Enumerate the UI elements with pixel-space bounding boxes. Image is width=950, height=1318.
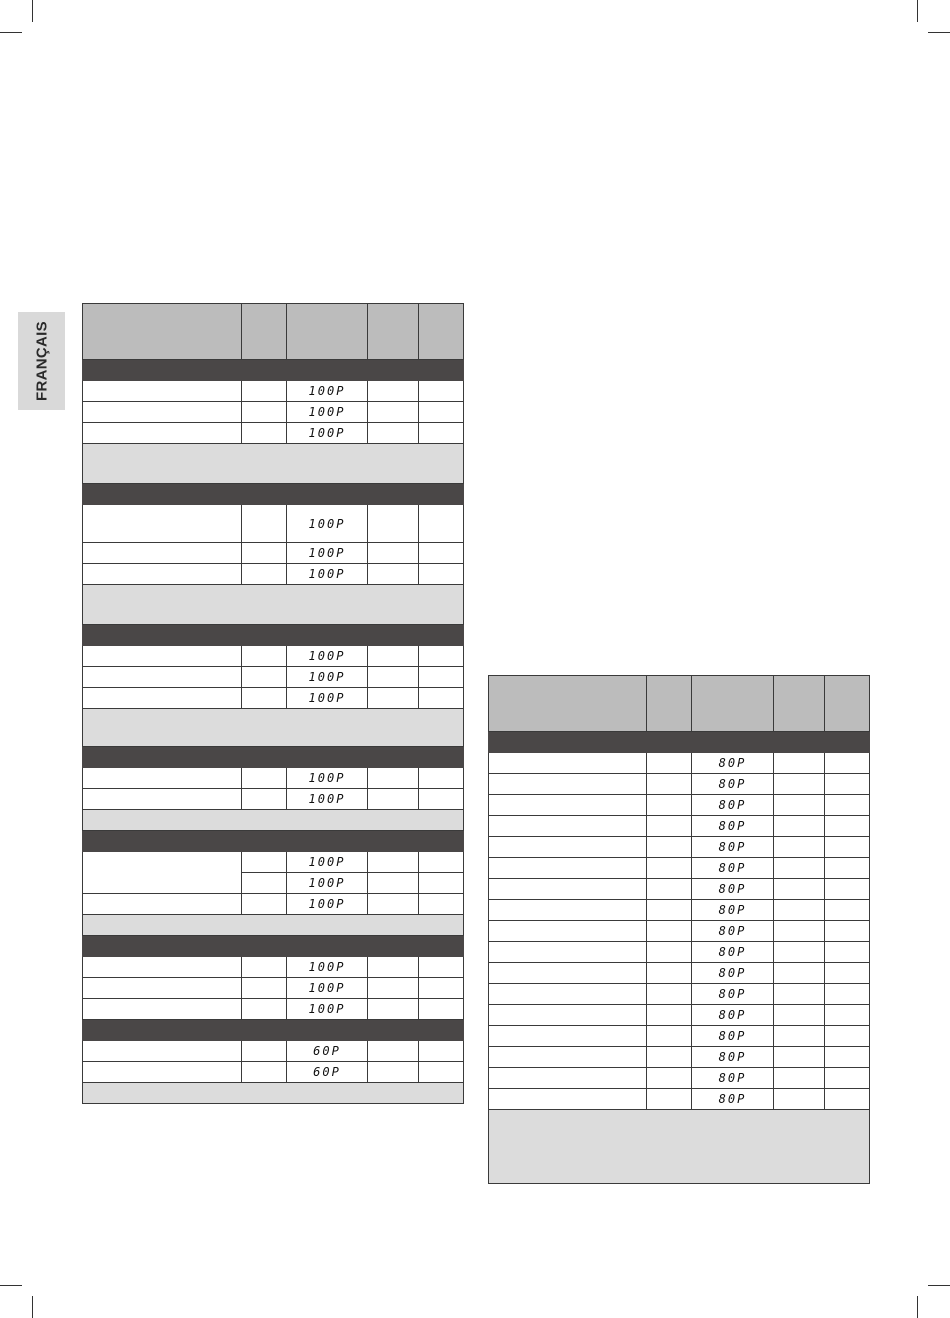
header-cell (287, 304, 368, 360)
display-value: 60P (287, 1062, 368, 1083)
display-value: 80P (692, 984, 774, 1005)
display-value: 80P (692, 879, 774, 900)
display-value: 100P (287, 423, 368, 444)
crop-mark (0, 1285, 22, 1286)
section-header (83, 625, 464, 646)
table-row (489, 753, 870, 774)
display-value: 80P (692, 858, 774, 879)
header-cell (774, 676, 825, 732)
table-row (83, 957, 464, 978)
display-value: 100P (287, 852, 368, 873)
header-cell (647, 676, 692, 732)
table-header (83, 304, 464, 360)
display-value: 100P (287, 978, 368, 999)
header-cell (368, 304, 419, 360)
display-value: 100P (287, 768, 368, 789)
table-row (489, 1068, 870, 1089)
note-row (83, 709, 464, 747)
section-header (489, 732, 870, 753)
note-row (489, 1110, 870, 1184)
header-cell (242, 304, 287, 360)
table-row (489, 837, 870, 858)
section-header (83, 360, 464, 381)
crop-mark (917, 0, 918, 22)
table-row (489, 1005, 870, 1026)
note-row (83, 915, 464, 936)
section-header (83, 484, 464, 505)
table-row (489, 1089, 870, 1110)
display-value: 80P (692, 1005, 774, 1026)
table-row (83, 564, 464, 585)
note-row (83, 585, 464, 625)
section-header (83, 1020, 464, 1041)
language-label: FRANÇAIS (33, 321, 50, 401)
program-table-left (82, 303, 464, 1104)
display-value: 100P (287, 543, 368, 564)
display-value: 100P (287, 381, 368, 402)
header-cell (83, 304, 242, 360)
table-row (489, 963, 870, 984)
table-row (83, 505, 464, 543)
table-row (489, 795, 870, 816)
display-value: 80P (692, 1047, 774, 1068)
display-value: 100P (287, 688, 368, 709)
display-value: 80P (692, 774, 774, 795)
crop-mark (928, 32, 950, 33)
table-row (83, 543, 464, 564)
table-row (489, 774, 870, 795)
table-row (489, 1047, 870, 1068)
table-row (489, 858, 870, 879)
header-cell (692, 676, 774, 732)
display-value: 80P (692, 753, 774, 774)
table-row (83, 1041, 464, 1062)
table-row (83, 688, 464, 709)
language-tab (18, 312, 65, 410)
note-row (83, 1083, 464, 1104)
table-row (83, 381, 464, 402)
note-row (83, 444, 464, 484)
display-value: 80P (692, 795, 774, 816)
crop-mark (917, 1296, 918, 1318)
display-value: 60P (287, 1041, 368, 1062)
table-row (83, 852, 464, 873)
crop-mark (32, 1296, 33, 1318)
display-value: 100P (287, 646, 368, 667)
table-row (83, 789, 464, 810)
display-value: 100P (287, 999, 368, 1020)
table-row (489, 816, 870, 837)
display-value: 100P (287, 957, 368, 978)
display-value: 80P (692, 816, 774, 837)
display-value: 80P (692, 1026, 774, 1047)
section-header (83, 831, 464, 852)
table-row (489, 1026, 870, 1047)
table-row (489, 984, 870, 1005)
table-row (489, 942, 870, 963)
display-value: 100P (287, 564, 368, 585)
display-value: 100P (287, 402, 368, 423)
section-header (83, 936, 464, 957)
header-cell (825, 676, 870, 732)
crop-mark (928, 1285, 950, 1286)
table-row (83, 1062, 464, 1083)
table-row (83, 402, 464, 423)
table-row (83, 894, 464, 915)
header-cell (489, 676, 647, 732)
display-value: 100P (287, 873, 368, 894)
table-row (83, 768, 464, 789)
display-value: 100P (287, 505, 368, 543)
table-row (83, 667, 464, 688)
header-cell (419, 304, 464, 360)
table-row (489, 921, 870, 942)
display-value: 80P (692, 837, 774, 858)
display-value: 80P (692, 1068, 774, 1089)
note-row (83, 810, 464, 831)
table-row (83, 999, 464, 1020)
table-header (489, 676, 870, 732)
table-row (489, 900, 870, 921)
display-value: 100P (287, 789, 368, 810)
display-value: 80P (692, 921, 774, 942)
display-value: 100P (287, 894, 368, 915)
table-row (83, 978, 464, 999)
table-row (83, 646, 464, 667)
display-value: 80P (692, 963, 774, 984)
table-row (489, 879, 870, 900)
display-value: 80P (692, 942, 774, 963)
table-row (83, 423, 464, 444)
crop-mark (32, 0, 33, 22)
crop-mark (0, 32, 22, 33)
display-value: 80P (692, 900, 774, 921)
display-value: 80P (692, 1089, 774, 1110)
section-header (83, 747, 464, 768)
display-value: 100P (287, 667, 368, 688)
program-table-right (488, 675, 870, 1184)
